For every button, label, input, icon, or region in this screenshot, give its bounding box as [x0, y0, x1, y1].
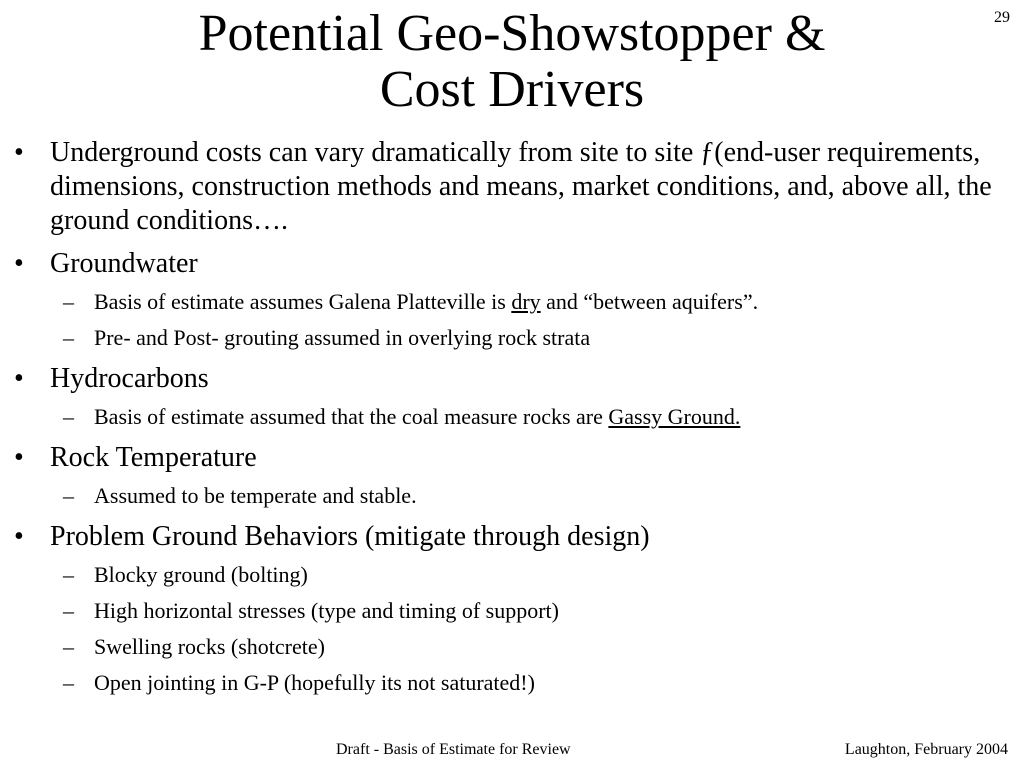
bullet-text: Rock Temperature: [50, 442, 257, 473]
bullet-marker: •: [14, 363, 24, 394]
title-line-1: Potential Geo-Showstopper &: [198, 5, 826, 62]
sub-text-before: Basis of estimate assumed that the coal measure rocks are: [94, 404, 609, 429]
bullet-text: Underground costs can vary dramatically from site to site ƒ(end-user requirements, dimensions, construction methods and means, market conditions, and, above all, the ground conditions….: [50, 137, 992, 236]
sub-bullet-marker: –: [63, 289, 74, 314]
sub-bullet-marker: –: [63, 670, 74, 695]
slide-content: [0, 136, 1024, 698]
sub-bullet-horizontal-stresses: [0, 596, 1024, 626]
sub-text: Swelling rocks (shotcrete): [94, 634, 325, 659]
sub-bullet-open-jointing: [0, 668, 1024, 698]
sub-text: Blocky ground (bolting): [94, 562, 308, 587]
sub-bullet-marker: –: [63, 598, 74, 623]
slide-number: 29: [994, 9, 1010, 26]
sub-text: High horizontal stresses (type and timing of support): [94, 598, 559, 623]
slide-title: [0, 6, 1024, 118]
bullet-underground-costs: [0, 136, 1024, 238]
sub-text-after: and “between aquifers”.: [540, 289, 759, 314]
sub-bullet-marker: –: [63, 404, 74, 429]
underlined-gassy-ground: Gassy Ground.: [608, 404, 741, 429]
sub-text-before: Basis of estimate assumes Galena Platteville is: [94, 289, 512, 314]
bullet-text: Problem Ground Behaviors (mitigate through design): [50, 521, 650, 552]
bullet-text: Hydrocarbons: [50, 363, 209, 394]
sub-text: Assumed to be temperate and stable.: [94, 483, 417, 508]
sub-text: Pre- and Post- grouting assumed in overlying rock strata: [94, 325, 591, 350]
sub-bullet-marker: –: [63, 325, 74, 350]
bullet-marker: •: [14, 521, 24, 552]
title-line-2: Cost Drivers: [379, 61, 645, 118]
bullet-marker: •: [14, 442, 24, 473]
underlined-dry: dry: [511, 289, 541, 314]
bullet-problem-ground: [0, 520, 1024, 554]
sub-bullet-marker: –: [63, 634, 74, 659]
sub-bullet-blocky-ground: [0, 560, 1024, 590]
footer-right: Laughton, February 2004: [844, 741, 1008, 758]
bullet-marker: •: [14, 248, 24, 279]
sub-bullet-swelling-rocks: [0, 632, 1024, 662]
sub-bullet-grouting: [0, 323, 1024, 353]
sub-bullet-marker: –: [63, 483, 74, 508]
sub-bullet-temperate: [0, 481, 1024, 511]
sub-bullet-marker: –: [63, 562, 74, 587]
sub-text: Open jointing in G-P (hopefully its not saturated!): [94, 670, 535, 695]
bullet-marker: •: [14, 137, 24, 168]
sub-bullet-galena-dry: [0, 287, 1024, 317]
bullet-text: Groundwater: [50, 248, 198, 279]
sub-bullet-gassy-ground: [0, 402, 1024, 432]
bullet-hydrocarbons: [0, 362, 1024, 396]
bullet-groundwater: [0, 247, 1024, 281]
bullet-rock-temperature: [0, 441, 1024, 475]
footer-center: Draft - Basis of Estimate for Review: [336, 741, 571, 758]
